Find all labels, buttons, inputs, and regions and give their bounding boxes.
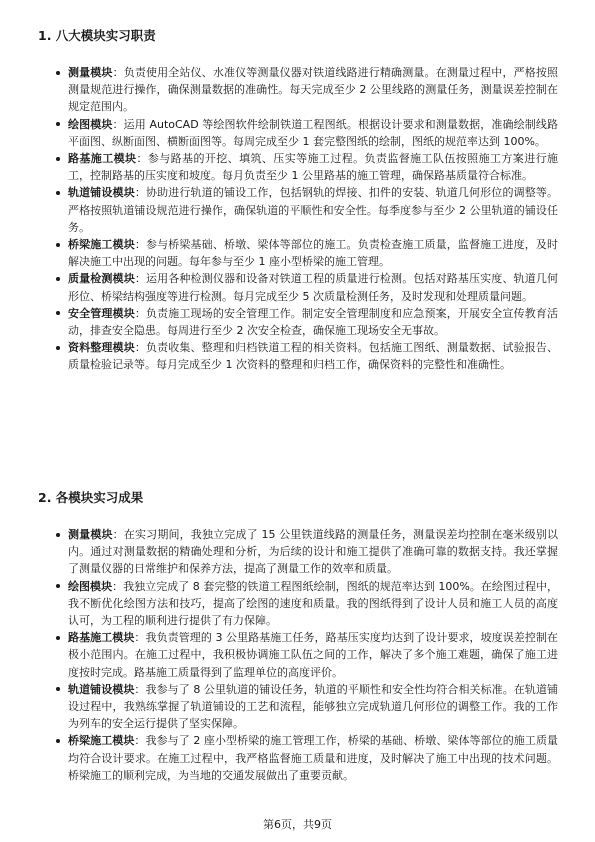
- item-separator: ：: [112, 579, 124, 593]
- list-item: [68, 578, 558, 630]
- item-separator: ：: [134, 341, 146, 355]
- bullet-icon: [56, 122, 60, 126]
- item-title: 绘图模块: [68, 579, 113, 593]
- item-title: 安全管理模块: [68, 306, 135, 320]
- item-separator: ：: [112, 528, 124, 541]
- item-title: 测量模块: [68, 528, 113, 541]
- list-item: [68, 270, 558, 304]
- item-separator: ：: [134, 186, 146, 200]
- item-title: 轨道铺设模块: [68, 682, 135, 696]
- list-item: [68, 732, 558, 784]
- list-item: [68, 339, 558, 373]
- bullet-icon: [56, 277, 60, 281]
- section-heading-responsibilities: 1. 八大模块实习职责: [38, 28, 156, 43]
- item-text: 我参与了 2 座小型桥梁的施工管理工作，桥梁的基础、桥墩、梁体等部位的施工质量均符合设计要求。在施工过程中，我严格监督施工质量和进度，及时解决了施工中出现的技术问题。桥梁施工的顺利完成，为当地的交通发展做出了重要贡献。: [68, 734, 559, 782]
- results-list: [68, 526, 558, 784]
- list-item: [68, 116, 558, 150]
- item-separator: ：: [134, 306, 146, 320]
- list-item: [68, 64, 558, 116]
- bullet-icon: [56, 157, 60, 161]
- item-text: 在实习期间，我独立完成了 15 公里铁道线路的测量任务，测量误差均控制在毫米级别以内。通过对测量数据的精确处理和分析，为后续的设计和施工提供了准确可靠的数据支持。我还掌握了测量仪器的日常维护和保养方法，提高了测量工作的效率和质量。: [68, 528, 559, 576]
- bullet-icon: [56, 636, 60, 640]
- item-separator: ：: [112, 66, 124, 79]
- list-item: [68, 681, 558, 733]
- bullet-icon: [56, 243, 60, 247]
- list-item: [68, 526, 558, 578]
- list-item: [68, 629, 558, 681]
- item-title: 绘图模块: [68, 117, 113, 131]
- list-item: [68, 184, 558, 236]
- item-text: 负责收集、整理和归档铁道工程的相关资料。包括施工图纸、测量数据、试验报告、质量检验记录等。每月完成至少 1 次资料的整理和归档工作，确保资料的完整性和准确性。: [68, 341, 559, 372]
- item-separator: ：: [134, 272, 146, 286]
- item-separator: ：: [134, 682, 146, 696]
- bullet-icon: [56, 584, 60, 588]
- item-title: 桥梁施工模块: [68, 238, 135, 252]
- bullet-icon: [56, 739, 60, 743]
- item-separator: ：: [134, 238, 146, 252]
- item-title: 质量检测模块: [68, 272, 135, 286]
- bullet-icon: [56, 191, 60, 195]
- item-separator: ：: [134, 631, 146, 645]
- item-separator: ：: [112, 117, 124, 131]
- item-text: 我负责管理的 3 公里路基施工任务，路基压实度均达到了设计要求，坡度误差控制在极小范围内。在施工过程中，我积极协调施工队伍之间的工作，解决了多个施工难题，确保了施工进度按时完成。路基施工质量得到了监理单位的高度评价。: [68, 631, 559, 679]
- bullet-icon: [56, 533, 60, 537]
- item-text: 负责使用全站仪、水准仪等测量仪器对铁道线路进行精确测量。在测量过程中，严格按照测量规范进行操作，确保测量数据的准确性。每天完成至少 2 公里线路的测量任务，测量误差控制在规定范围内。: [68, 66, 559, 114]
- bullet-icon: [56, 346, 60, 350]
- list-item: [68, 305, 558, 339]
- section-heading-results: 2. 各模块实习成果: [38, 490, 144, 505]
- list-item: [68, 150, 558, 184]
- bullet-icon: [56, 71, 60, 75]
- item-title: 测量模块: [68, 66, 113, 79]
- list-item: [68, 236, 558, 270]
- item-title: 资料整理模块: [68, 341, 135, 355]
- item-text: 我参与了 8 公里轨道的铺设任务，轨道的平顺性和安全性均符合相关标准。在轨道铺设过程中，我熟练掌握了轨道铺设的工艺和流程，能够独立完成轨道几何形位的调整工作。我的工作为列车的安全运行提供了坚实保障。: [68, 682, 559, 731]
- item-text: 运用 AutoCAD 等绘图软件绘制铁道工程图纸。根据设计要求和测量数据，准确绘制线路平面图、纵断面图、横断面图等。每周完成至少 1 套完整图纸的绘制，图纸的规范率达到 100%。: [68, 117, 558, 148]
- item-text: 负责施工现场的安全管理工作。制定安全管理制度和应急预案，开展安全宣传教育活动，排查安全隐患。每周进行至少 2 次安全检查，确保施工现场安全无事故。: [68, 306, 559, 338]
- item-title: 路基施工模块: [68, 631, 135, 645]
- page-footer: 第6页，共9页: [263, 818, 332, 831]
- item-text: 参与路基的开挖、填筑、压实等施工过程。负责监督施工队伍按照施工方案进行施工，控制路基的压实度和坡度。每月负责至少 1 公里路基的施工管理，确保路基质量符合标准。: [68, 152, 559, 183]
- bullet-icon: [56, 311, 60, 315]
- item-separator: ：: [136, 152, 148, 166]
- bullet-icon: [56, 687, 60, 691]
- item-title: 轨道铺设模块: [68, 186, 135, 200]
- item-title: 路基施工模块: [68, 152, 137, 166]
- item-text: 参与桥梁基础、桥墩、梁体等部位的施工。负责检查施工质量，监督施工进度，及时解决施工中出现的问题。每年参与至少 1 座小型桥梁的施工管理。: [68, 238, 559, 269]
- item-text: 运用各种检测仪器和设备对铁道工程的质量进行检测。包括对路基压实度、轨道几何形位、桥梁结构强度等进行检测。每月完成至少 5 次质量检测任务，及时发现和处理质量问题。: [68, 272, 559, 303]
- item-text: 协助进行轨道的铺设工作，包括钢轨的焊接、扣件的安装、轨道几何形位的调整等。严格按照轨道铺设规范进行操作，确保轨道的平顺性和安全性。每季度参与至少 2 公里轨道的铺设任务。: [68, 186, 559, 234]
- item-title: 桥梁施工模块: [68, 734, 135, 748]
- item-separator: ：: [134, 734, 146, 748]
- item-text: 我独立完成了 8 套完整的铁道工程图纸绘制，图纸的规范率达到 100%。在绘图过程中，我不断优化绘图方法和技巧，提高了绘图的速度和质量。我的图纸得到了设计人员和施工人员的高度认可，为工程的顺利进行提供了有力保障。: [68, 579, 559, 628]
- responsibilities-list: [68, 64, 558, 374]
